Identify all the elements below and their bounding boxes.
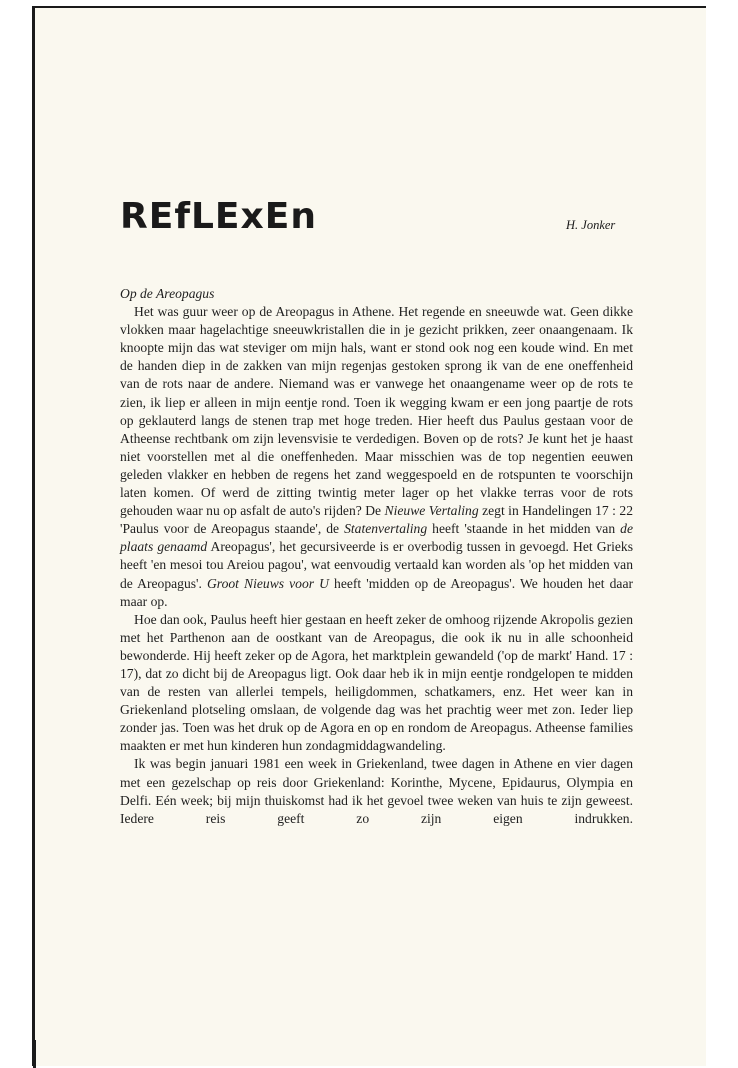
text-run: Het was guur weer op de Areopagus in Athene. Het regende en sneeuwde wat. Geen dikke vlokken maar hagelachtige sneeuwkristallen die in je gezicht prikken, zeer onaangenaam. Ik knoopte mijn das wat steviger om mijn hals, want er stond ook nog een koude wind. En met de handen diep in de zakken van mijn regenjas gestoken sprong ik van de ene oneffenheid van de rots naar de andere. Niemand was er vanwege het onaangename weer op de rots te zien, ik liep er alleen in mijn eentje rond. Toen ik wegging kwam er een jong paartje de rots op geklauterd langs de stenen trap met hoge treden. Hier heeft dus Paulus gestaan voor de Atheense rechtbank om zijn levensvisie te verdedigen. Boven op de rots? Je kunt het je haast niet voorstellen met al die oneffenheden. Maar misschien was de top negentien eeuwen geleden vlakker en hebben de regens het zand weggespoeld en de rotspunten te voorschijn laten komen. Of werd de zitting twintig meter lager op het vlakke terras voor de rots gehouden waar nu op asfalt de auto's rijden? De: [120, 304, 633, 519]
text-run: Hoe dan ook, Paulus heeft hier gestaan en heeft zeker de omhoog rijzende Akropolis gezien met het Parthenon aan de oostkant van de Areopagus, die ook ik nu in alle schoonheid bewonderde. Hij heeft zeker op de Agora, het marktplein gewandeld ('op de markt' Hand. 17 : 17), dat zo dicht bij de Areopagus ligt. Ook daar heb ik in mijn eentje rondgelopen te midden van de resten van allerlei tempels, heiligdommen, schatkamers, enz. Het weer kan in Griekenland plotseling omslaan, de volgende dag was het prachtig weer met zon. Ieder liep zonder jas. Toen was het druk op de Agora en op en rondom de Areopagus. Atheense families maakten er met hun kinderen hun zondagmiddagwandeling.: [120, 611, 633, 754]
text-run: heeft 'midden op de Areopagus'. We houden het daar maar op.: [120, 575, 634, 609]
italic-text-run: Statenvertaling: [344, 521, 428, 537]
paragraph-1: [120, 303, 633, 611]
paragraph-3: [120, 755, 633, 827]
italic-text-run: Groot Nieuws voor U: [206, 575, 329, 591]
article-series-title: REfLExEn: [120, 196, 317, 237]
text-run: zegt in Handelingen 17 : 22 'Paulus voor de Areopagus staande', de: [120, 503, 633, 537]
page-edge-mark: [33, 1040, 36, 1068]
italic-text-run: de plaats genaamd: [120, 521, 633, 555]
text-run: heeft 'staande in het midden van: [427, 521, 621, 537]
section-heading: Op de Areopagus: [120, 286, 215, 301]
italic-text-run: Nieuwe Vertaling: [384, 503, 479, 519]
article-body: [120, 285, 633, 828]
author-name: H. Jonker: [566, 218, 616, 232]
text-run: Ik was begin januari 1981 een week in Griekenland, twee dagen in Athene en vier dagen met een gezelschap op reis door Griekenland: Korinthe, Mycene, Epidaurus, Olympia en Delfi. Eén week; bij mijn thuiskomst had ik het gevoel twee weken van huis te zijn geweest. Iedere reis geeft zo zijn eigen indrukken.: [120, 756, 633, 826]
paragraph-2: [120, 611, 633, 756]
text-run: Areopagus', het gecursiveerde is er overbodig tussen in gevoegd. Het Grieks heeft 'en mesoi tou Areiou pagou', wat eenvoudig vertaald kan worden als 'op het midden van de Areopagus'.: [120, 539, 634, 591]
